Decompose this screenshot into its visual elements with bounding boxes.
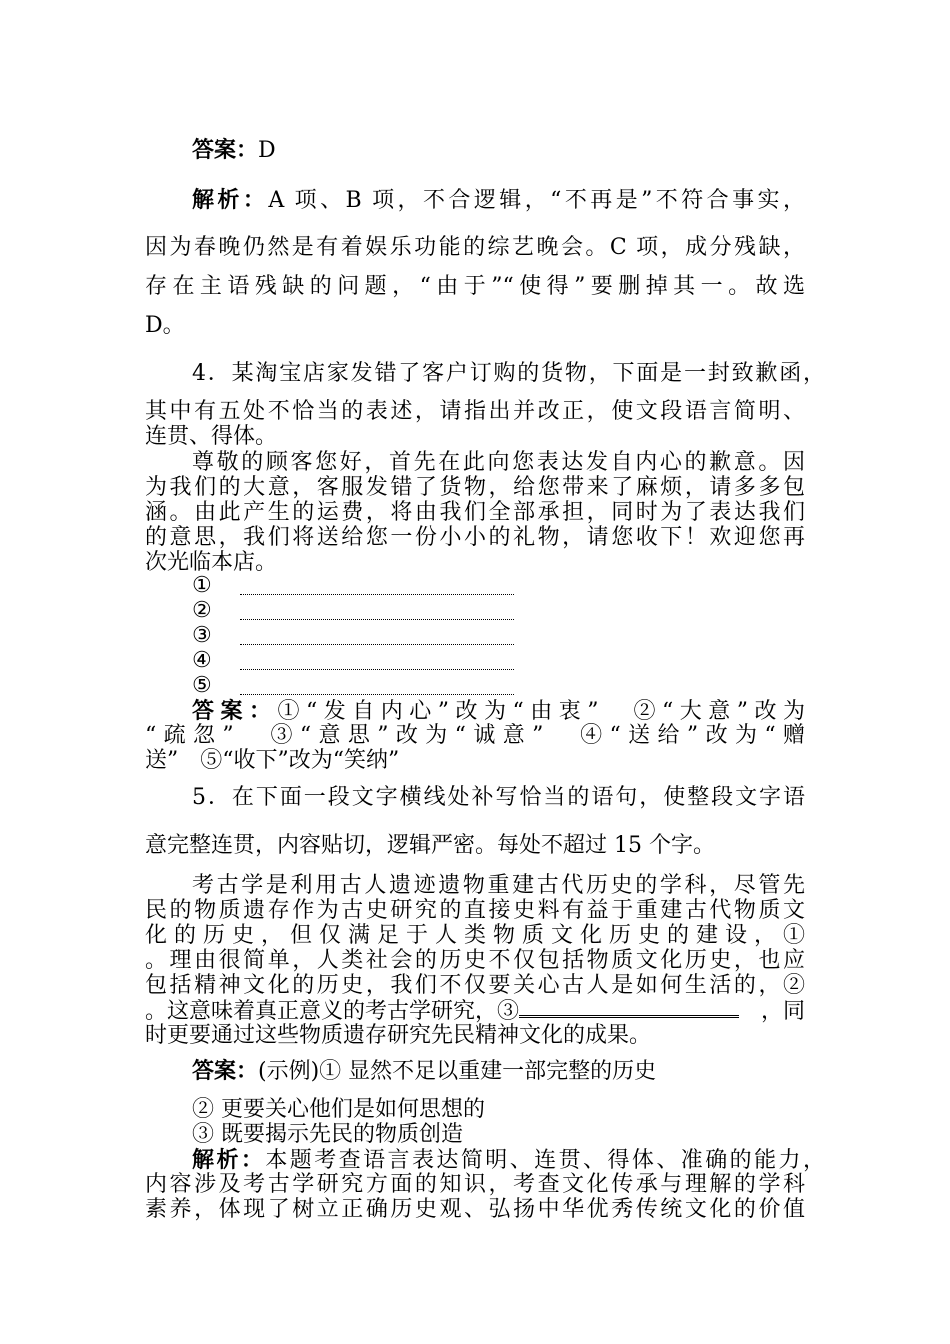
option-marker-2: ② bbox=[192, 598, 212, 623]
analysis-line-1 bbox=[192, 186, 805, 215]
answer-blank-4[interactable] bbox=[240, 669, 514, 670]
letter-line-3: 涵。由此产生的运费，将由我们全部承担，同时为了表达我们 bbox=[145, 500, 805, 525]
option-marker-3: ③ bbox=[192, 623, 212, 648]
answer-5-line-3: ③ 既要揭示先民的物质创造 bbox=[192, 1122, 463, 1147]
passage-text: ，同 bbox=[761, 999, 806, 1024]
passage-line-1: 考古学是利用古人遗迹遗物重建古代历史的学科，尽管先 bbox=[192, 873, 805, 898]
answer-blank-2[interactable] bbox=[240, 619, 514, 620]
answer-5-line-2: ② 更要关心他们是如何思想的 bbox=[192, 1097, 485, 1122]
analysis-text: 本题考查语言表达简明、连贯、得体、准确的能力， bbox=[265, 1148, 825, 1173]
analysis-line-3: 存在主语残缺的问题，“由于”“使得”要删掉其一。故选 bbox=[145, 274, 805, 299]
analysis-5-line-2: 内容涉及考古学研究方面的知识，考查文化传承与理解的学科 bbox=[145, 1172, 805, 1197]
answer-text: (示例)① 显然不足以重建一部完整的历史 bbox=[258, 1059, 657, 1084]
analysis-line-4: D。 bbox=[145, 313, 185, 338]
answer-blank-5[interactable] bbox=[240, 694, 514, 695]
answer-line bbox=[192, 136, 805, 165]
question-5-line-1: 5．在下面一段文字横线处补写恰当的语句，使整段文字语 bbox=[192, 785, 805, 810]
analysis-5-line-3: 素养，体现了树立正确历史观、弘扬中华优秀传统文化的价值 bbox=[145, 1197, 805, 1222]
answer-blank-3[interactable] bbox=[240, 644, 514, 645]
answer-label: 答案： bbox=[192, 137, 259, 163]
answer-label: 答案： bbox=[192, 698, 278, 724]
letter-line-4: 的意思，我们将送给您一份小小的礼物，请您收下！欢迎您再 bbox=[145, 525, 805, 550]
passage-line-4: 。理由很简单，人类社会的历史不仅包括物质文化历史，也应 bbox=[145, 948, 805, 973]
passage-line-7: 时更要通过这些物质遗存研究先民精神文化的成果。 bbox=[145, 1023, 652, 1048]
answer-label: 答案： bbox=[192, 1058, 259, 1084]
option-marker-5: ⑤ bbox=[192, 673, 212, 698]
question-4-line-3: 连贯、得体。 bbox=[145, 424, 278, 449]
passage-line-2: 民的物质遗存作为古史研究的直接史料有益于重建古代物质文 bbox=[145, 898, 805, 923]
analysis-label: 解析： bbox=[192, 187, 269, 213]
passage-text: 。这意味着真正意义的考古学研究，③ bbox=[145, 999, 520, 1024]
answer-4-line-2: “疏忽” ③“意思”改为“诚意” ④“送给”改为“赠 bbox=[145, 723, 805, 748]
question-4-line-2: 其中有五处不恰当的表述，请指出并改正，使文段语言简明、 bbox=[145, 399, 805, 424]
answer-4-line-3: 送” ⑤“收下”改为“笑纳” bbox=[145, 748, 400, 773]
fill-blank-3[interactable] bbox=[519, 997, 739, 1018]
letter-line-5: 次光临本店。 bbox=[145, 550, 278, 575]
letter-line-2: 为我们的大意，客服发错了货物，给您带来了麻烦，请多多包 bbox=[145, 475, 805, 500]
answer-blank-1[interactable] bbox=[240, 594, 514, 595]
letter-line-1: 尊敬的顾客您好，首先在此向您表达发自内心的歉意。因 bbox=[192, 450, 805, 475]
analysis-line-2: 因为春晚仍然是有着娱乐功能的综艺晚会。C 项，成分残缺， bbox=[145, 235, 805, 260]
passage-line-5: 包括精神文化的历史，我们不仅要关心古人是如何生活的，② bbox=[145, 973, 805, 998]
question-4-line-1: 4．某淘宝店家发错了客户订购的货物，下面是一封致歉函， bbox=[192, 361, 825, 386]
question-5-line-2: 意完整连贯，内容贴切，逻辑严密。每处不超过 15 个字。 bbox=[145, 833, 715, 858]
answer-5-line-1 bbox=[192, 1057, 805, 1086]
option-marker-1: ① bbox=[192, 573, 212, 598]
answer-text: D bbox=[258, 138, 276, 163]
option-marker-4: ④ bbox=[192, 648, 212, 673]
passage-line-3: 化的历史，但仅满足于人类物质文化历史的建设，① bbox=[145, 923, 805, 948]
analysis-label: 解析： bbox=[192, 1147, 266, 1173]
answer-text: ①“发自内心”改为“由衷” ②“大意”改为 bbox=[277, 699, 805, 724]
analysis-text: A 项、B 项，不合逻辑，“不再是”不符合事实， bbox=[268, 188, 805, 213]
